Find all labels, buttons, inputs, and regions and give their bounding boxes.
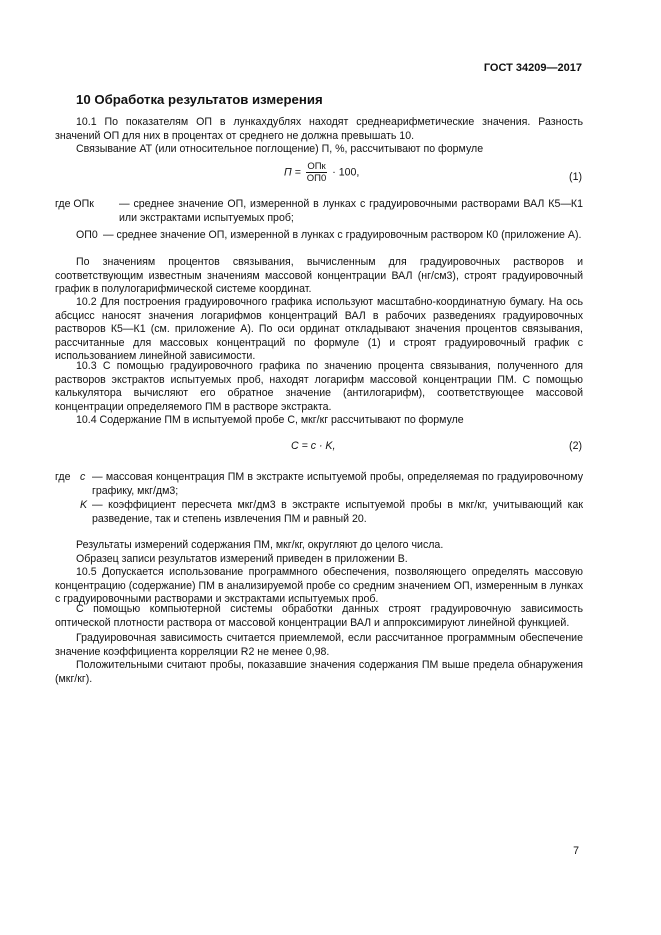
paragraph-10-3: 10.3 С помощью градуировочного графика по значению процента связывания, полученного для растворов экстрактов испытуемых проб, находят логарифм массовой концентрации ПМ. С помощью калькулятора вычисляют его обратное значение (антилогарифм), соответствующее массовой концентрации определяемого ПМ в растворе экстракта.: [55, 360, 583, 413]
where-1-label: где ОПк: [55, 198, 94, 210]
paragraph-10-5: 10.5 Допускается использование программного обеспечения, позволяющего определять массовую концентрацию (содержание) ПМ в анализируемой пробе со средним значением ОП, измеренным в лунках с градуировочными растворами и экстрактами испытуемых проб.: [55, 566, 583, 605]
paragraph-10-4: 10.4 Содержание ПМ в испытуемой пробе С, мкг/кг рассчитывают по формуле: [76, 414, 464, 426]
where-1-label-2: ОП0: [76, 229, 98, 241]
paragraph-sample: Образец записи результатов измерений приведен в приложении В.: [76, 553, 408, 565]
formula-1-lhs: П =: [284, 166, 301, 179]
page-number: 7: [573, 845, 579, 857]
where-2-label: где: [55, 471, 71, 483]
document-header: ГОСТ 34209—2017: [483, 62, 582, 74]
formula-1-number: (1): [569, 171, 582, 183]
formula-2-number: (2): [569, 440, 582, 452]
paragraph-computer: С помощью компьютерной системы обработки данных строят градуировочную зависимость оптической плотности раствора от массовой концентрации ВАЛ и аппроксимируют линейной функцией.: [55, 603, 583, 629]
paragraph-10-2: 10.2 Для построения градуировочного графика используют масштабно-координатную бумагу. На ось абсцисс наносят значения логарифмов концентраций ВАЛ в рабочих разведениях градуировочных растворов К5—К1 (см. приложение А). По оси ординат откладывают значения процентов связывания, рассчитанные для массовых концентраций по формуле (1) и строят градуировочный график с использованием линейной зависимости.: [55, 296, 583, 362]
formula-1-rhs: · 100,: [332, 166, 360, 179]
formula-1-denominator: ОП0: [306, 173, 327, 184]
section-title: 10 Обработка результатов измерения: [76, 92, 323, 107]
where-1-definition-1: — среднее значение ОП, измеренной в лунках с градуировочными растворами ВАЛ К5—К1 или экстрактами испытуемых проб;: [119, 198, 583, 224]
where-2-definition-1: — массовая концентрация ПМ в экстракте испытуемой пробы, определяемая по градуировочному графику, мкг/дм3;: [92, 471, 583, 497]
formula-2: С = с · K,: [291, 440, 336, 452]
formula-1-numerator: ОПк: [307, 161, 326, 172]
paragraph-binding: Связывание АТ (или относительное поглощение) П, %, рассчитывают по формуле: [76, 143, 484, 155]
where-2-symbol-1: с: [80, 471, 86, 483]
paragraph-results: Результаты измерений содержания ПМ, мкг/кг, округляют до целого числа.: [76, 539, 444, 551]
where-1-definition-2: — среднее значение ОП, измеренной в лунках с градуировочным раствором К0 (приложение А).: [103, 229, 582, 241]
where-2-symbol-2: K: [80, 499, 88, 511]
paragraph-positive: Положительными считают пробы, показавшие значения содержания ПМ выше предела обнаружения (мкг/кг).: [55, 659, 583, 685]
paragraph-10-1: 10.1 По показателям ОП в лункахдублях находят среднеарифметические значения. Разность значений ОП для них в процентах от среднего не должна превышать 10.: [55, 116, 583, 142]
formula-1-fraction: [306, 161, 328, 184]
paragraph-acceptance: Градуировочная зависимость считается приемлемой, если рассчитанное программным обеспечение значение коэффициента корреляции R2 не менее 0,98.: [55, 632, 583, 658]
paragraph-values: По значениям процентов связывания, вычисленным для градуировочных растворов и соответствующим известным значениям массовой концентрации ВАЛ (нг/см3), строят градуировочный график в полулогарифмической системе координат.: [55, 256, 583, 295]
where-2-definition-2: — коэффициент пересчета мкг/дм3 в экстракте испытуемой пробы в мкг/кг, учитывающий как разведение, так и степень извлечения ПМ и равный 20.: [92, 499, 583, 525]
formula-1: [284, 161, 359, 184]
